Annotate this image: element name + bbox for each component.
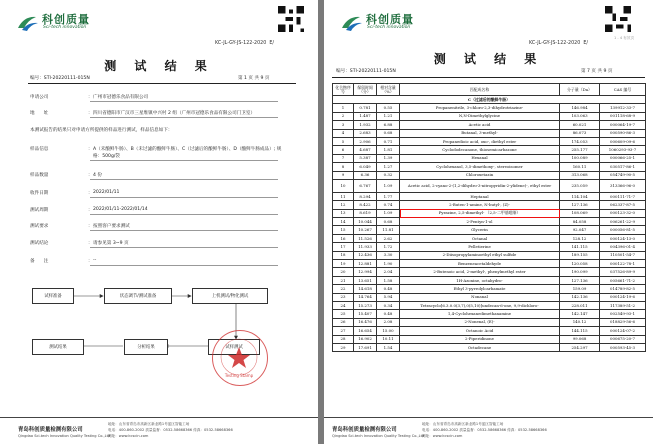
- table-body: [333, 104, 646, 352]
- brand-tagline: Sci-tech innovation: [367, 25, 411, 30]
- field-value: 4 份: [93, 173, 102, 178]
- table-row: [333, 201, 646, 209]
- molecular-weight-cell: 127.136: [560, 276, 600, 284]
- page-footer: [324, 417, 653, 444]
- relative-content-cell: 10.11: [377, 335, 400, 343]
- footer-contact: 电话：400-860-2002 质量监督：0532-58668366 传真：0532-58668366: [108, 428, 233, 432]
- retention-time-cell: 0.781: [354, 104, 377, 112]
- relative-content-cell: 6.88: [377, 121, 400, 129]
- molecular-weight-cell: 108.069: [560, 209, 600, 217]
- cas-number-cell: 110501-54-7: [600, 251, 646, 259]
- field-colon: ：: [88, 241, 93, 246]
- table-row: [333, 146, 646, 154]
- field-label: 样品信息: [30, 147, 49, 152]
- retention-time-cell: 15.407: [354, 310, 377, 318]
- relative-content-cell: 1.58: [377, 276, 400, 284]
- field-label: 样品数量: [30, 173, 49, 178]
- table-row: [333, 171, 646, 179]
- footer-company: 青岛科创质量检测有限公司: [332, 427, 397, 433]
- compound-number-cell: 22: [333, 285, 354, 293]
- molecular-weight-cell: 140.12: [560, 318, 600, 326]
- retention-time-cell: 15.273: [354, 301, 377, 309]
- cas-number-cell: 000056-81-5: [600, 226, 646, 234]
- relative-content-cell: 1.54: [377, 343, 400, 351]
- relative-content-cell: 1.09: [377, 179, 400, 192]
- table-row: [333, 318, 646, 326]
- results-table: [332, 83, 646, 352]
- table-row: [333, 154, 646, 162]
- compound-number-cell: 10: [333, 179, 354, 192]
- report-number: 编号：STI-20220111-015N: [30, 76, 90, 81]
- compound-name-cell: 2-Piperidinone: [400, 335, 560, 343]
- page-header: [324, 0, 653, 46]
- compound-number-cell: 24: [333, 301, 354, 309]
- relative-content-cell: 1.27: [377, 163, 400, 171]
- field-label: 测试要求: [30, 224, 49, 229]
- table-row: [333, 129, 646, 137]
- cas-number-cell: 062337-87-5: [600, 201, 646, 209]
- qr-code-icon: [605, 6, 631, 32]
- field-value: 2022/01/11-2022/01/14: [93, 207, 148, 212]
- table-row: [333, 243, 646, 251]
- compound-number-cell: 5: [333, 137, 354, 145]
- table-row: [333, 218, 646, 226]
- cas-number-cell: 004396-01-4: [600, 243, 646, 251]
- relative-content-cell: 2.08: [377, 318, 400, 326]
- column-header: 化合物序号: [333, 84, 354, 96]
- molecular-weight-cell: 254.297: [560, 343, 600, 351]
- flow-node: 试样准备: [32, 288, 74, 304]
- section-title: C（过滤后的酿鲜牛肠）: [333, 96, 646, 104]
- field-underline: [90, 265, 278, 266]
- footer-web: 网址：www.kcscin.com: [108, 434, 149, 438]
- cas-number-cell: 000609-09-6: [600, 137, 646, 145]
- molecular-weight-cell: 142.136: [560, 293, 600, 301]
- molecular-weight-cell: 99.068: [560, 335, 600, 343]
- table-row: [333, 209, 646, 217]
- table-row: [333, 179, 646, 192]
- table-row: [333, 104, 646, 112]
- molecular-weight-cell: 235.059: [560, 179, 600, 192]
- report-page-7: [324, 0, 653, 444]
- table-row: [333, 327, 646, 335]
- field-value: 按照客户要求测试: [93, 224, 130, 229]
- compound-name-cell: Benzeneacetaldehyde: [400, 260, 560, 268]
- compound-number-cell: 17: [333, 243, 354, 251]
- compound-name-cell: 2-Butenoic acid, 2-methyl-, phenylmethyl ester: [400, 268, 560, 276]
- molecular-weight-cell: 114.104: [560, 192, 600, 200]
- field-colon: ：: [88, 208, 93, 213]
- compound-number-cell: 12: [333, 201, 354, 209]
- column-header: 保留时间（分）: [354, 84, 377, 96]
- relative-content-cell: 0.48: [377, 310, 400, 318]
- compound-name-cell: 1H-Azonine, octahydro-: [400, 276, 560, 284]
- table-row: [333, 301, 646, 309]
- field-label: 申请公司: [30, 95, 49, 100]
- compound-name-cell: Glycerin: [400, 226, 560, 234]
- relative-content-cell: 1.77: [377, 192, 400, 200]
- compound-name-cell: Octadecane: [400, 343, 560, 351]
- field-colon: ：: [88, 111, 93, 116]
- cas-number-cell: 000123-32-0: [600, 209, 646, 217]
- cas-number-cell: 313366-96-0: [600, 179, 646, 192]
- compound-number-cell: 13: [333, 209, 354, 217]
- brand-logo-icon: [340, 14, 364, 32]
- table-section-row: [333, 96, 646, 104]
- retention-time-cell: 17.691: [354, 343, 377, 351]
- compound-number-cell: 11: [333, 192, 354, 200]
- compound-number-cell: 19: [333, 260, 354, 268]
- report-code: KC-JL-GY-JS-122-2020 E/: [529, 41, 588, 46]
- page-title: 测 试 结 果: [104, 59, 214, 73]
- relative-content-cell: 1.81: [377, 146, 400, 154]
- field-colon: ：: [88, 147, 93, 152]
- column-header: 匹配成名称: [400, 84, 560, 96]
- field-label: 测试结论: [30, 241, 49, 246]
- column-header: 分子量（Da）: [560, 84, 600, 96]
- field-underline: [90, 197, 278, 198]
- compound-name-cell: Acetic acid, 2-cyano-2-(1,2-dihydro-3-nitropyridin-2-ylidene)-, ethyl ester: [400, 179, 560, 192]
- field-underline: [90, 214, 278, 215]
- retention-time-cell: 6.049: [354, 163, 377, 171]
- compound-number-cell: 8: [333, 163, 354, 171]
- cas-number-cell: 000593-45-3: [600, 343, 646, 351]
- relative-content-cell: 5.94: [377, 293, 400, 301]
- footer-contact: 电话：400-860-2002 质量监督：0532-58668366 传真：0532-58668366: [422, 428, 547, 432]
- cas-number-cell: 005661-71-2: [600, 276, 646, 284]
- relative-content-cell: 1.39: [377, 154, 400, 162]
- relative-content-cell: 1.21: [377, 112, 400, 120]
- compound-name-cell: Chloroxetazin: [400, 171, 560, 179]
- table-row: [333, 163, 646, 171]
- table-header-row: [333, 84, 646, 96]
- brand-tagline: Sci-tech innovation: [43, 25, 87, 30]
- compound-name-cell: Pyrazine, 2,5-dimethyl- （2,5-二甲基吡嗪）: [400, 209, 560, 217]
- compound-name-cell: Cyclododecanone, thiosemicarbazone: [400, 146, 560, 154]
- table-row: [333, 276, 646, 284]
- table-row: [333, 251, 646, 259]
- cas-number-cell: 139912-33-7: [600, 104, 646, 112]
- cas-number-cell: 018829-56-6: [600, 318, 646, 326]
- cas-number-cell: 037526-89-9: [600, 268, 646, 276]
- retention-time-cell: 16.902: [354, 335, 377, 343]
- compound-name-cell: Pelletierine: [400, 243, 560, 251]
- divider: [332, 77, 645, 78]
- table-row: [333, 226, 646, 234]
- field-value: 请参见第 3~9 页: [93, 241, 129, 246]
- field-value: 广州市冠德乐食品有限公司: [93, 95, 149, 100]
- relative-content-cell: 0.34: [377, 301, 400, 309]
- page-number: 第 1 页 共 9 页: [238, 76, 270, 81]
- cas-number-cell: 006261-22-9: [600, 218, 646, 226]
- retention-time-cell: 8.619: [354, 209, 377, 217]
- molecular-weight-cell: 313.068: [560, 171, 600, 179]
- report-page-1: [0, 0, 318, 444]
- cas-number-cell: 000124-19-6: [600, 293, 646, 301]
- cas-number-cell: 000064-19-7: [600, 121, 646, 129]
- field-colon: ：: [88, 224, 93, 229]
- cas-number-cell: 000590-86-3: [600, 129, 646, 137]
- compound-name-cell: Cyclohexanol, 3,5-dimethoxy-, stereoisomer: [400, 163, 560, 171]
- molecular-weight-cell: 120.058: [560, 260, 600, 268]
- retention-time-cell: 1.932: [354, 121, 377, 129]
- report-number: 编号：STI-20220111-015N: [336, 69, 396, 74]
- compound-number-cell: 7: [333, 154, 354, 162]
- cas-number-cell: 000111-71-7: [600, 192, 646, 200]
- retention-time-cell: 11.933: [354, 243, 377, 251]
- compound-name-cell: Acetic acid: [400, 121, 560, 129]
- corner-note: 1 - 4 有效页: [614, 36, 635, 40]
- relative-content-cell: 11.81: [377, 226, 400, 234]
- compound-number-cell: 23: [333, 293, 354, 301]
- relative-content-cell: 0.32: [377, 171, 400, 179]
- table-row: [333, 112, 646, 120]
- molecular-weight-cell: 189.155: [560, 251, 600, 259]
- cas-number-cell: 000675-20-7: [600, 335, 646, 343]
- compound-number-cell: 28: [333, 335, 354, 343]
- field-underline: [90, 101, 278, 102]
- compound-name-cell: Propanenitrile, 3-chloro-2,3-dihydrotriazine-: [400, 104, 560, 112]
- relative-content-cell: 1.72: [377, 243, 400, 251]
- field-colon: ：: [88, 173, 93, 178]
- retention-time-cell: 2.906: [354, 137, 377, 145]
- molecular-weight-cell: 128.12: [560, 234, 600, 242]
- compound-name-cell: Nonanal: [400, 293, 560, 301]
- retention-time-cell: 2.683: [354, 129, 377, 137]
- compound-name-cell: 2-Pentyn-1-ol: [400, 218, 560, 226]
- retention-time-cell: 12.881: [354, 260, 377, 268]
- brand-logo-icon: [16, 14, 40, 32]
- compound-number-cell: 29: [333, 343, 354, 351]
- flow-node: 分析结果: [124, 339, 168, 355]
- retention-time-cell: 16.476: [354, 318, 377, 326]
- stamp-text: Testing Stamp: [224, 372, 253, 378]
- relative-content-cell: 0.68: [377, 129, 400, 137]
- molecular-weight-cell: 160.11: [560, 163, 600, 171]
- field-value: A（未酿鲜牛肠）、B（未过滤的酿鲜牛肠）、C（过滤后的酿鲜牛肠）、D（酿鲜牛肠成品）; 规格：500g/袋: [93, 147, 282, 159]
- testing-stamp: [212, 330, 268, 386]
- cas-number-cell: 000066-25-1: [600, 154, 646, 162]
- compound-name-cell: Octanoic Acid: [400, 327, 560, 335]
- retention-time-cell: 6.36: [354, 171, 377, 179]
- compound-number-cell: 16: [333, 234, 354, 242]
- table-row: [333, 285, 646, 293]
- compound-name-cell: Propanedioic acid, oxo-, diethyl ester: [400, 137, 560, 145]
- table-row: [333, 121, 646, 129]
- field-value: 2022/01/11: [93, 190, 120, 195]
- relative-content-cell: 0.74: [377, 201, 400, 209]
- compound-number-cell: 20: [333, 268, 354, 276]
- flow-node: 上机测试/物化测试: [192, 288, 268, 304]
- molecular-weight-cell: 159.09: [560, 285, 600, 293]
- cas-number-cell: 030517-86-1: [600, 163, 646, 171]
- molecular-weight-cell: 255.177: [560, 146, 600, 154]
- compound-number-cell: 25: [333, 310, 354, 318]
- compound-number-cell: 14: [333, 218, 354, 226]
- compound-number-cell: 4: [333, 129, 354, 137]
- compound-name-cell: 2-Nonenal, (E)-: [400, 318, 560, 326]
- footer-address: 地址：山东省青岛市高新区新业路1号蓝区智能工场: [108, 422, 190, 426]
- molecular-weight-cell: 144.115: [560, 327, 600, 335]
- footer-web: 网址：www.kcscin.com: [422, 434, 463, 438]
- relative-content-cell: 15.00: [377, 327, 400, 335]
- qr-code-icon: [278, 6, 304, 32]
- relative-content-cell: 2.04: [377, 268, 400, 276]
- molecular-weight-cell: 174.053: [560, 137, 600, 145]
- field-underline: [90, 230, 278, 231]
- molecular-weight-cell: 60.021: [560, 121, 600, 129]
- table-row: [333, 268, 646, 276]
- compound-name-cell: Octanal: [400, 234, 560, 242]
- field-label: 备 注: [30, 259, 49, 264]
- footer-company-en: Qingdao Sci-tech Innovation Quality Testing Co.,Ltd: [18, 434, 111, 438]
- retention-time-cell: 1.487: [354, 112, 377, 120]
- retention-time-cell: 8.422: [354, 201, 377, 209]
- relative-content-cell: 2.62: [377, 234, 400, 242]
- divider: [28, 83, 296, 84]
- field-value: --: [93, 258, 97, 263]
- column-header: CAS 编号: [600, 84, 646, 96]
- compound-name-cell: 2-Diisopropylaminoethyl ethyl sulfide: [400, 251, 560, 259]
- compound-number-cell: 15: [333, 226, 354, 234]
- field-label: 收件日期: [30, 191, 49, 196]
- page-number: 第 7 页 共 9 页: [581, 69, 613, 74]
- retention-time-cell: 10.267: [354, 226, 377, 234]
- field-label: 测试周期: [30, 208, 49, 213]
- cas-number-cell: 1060293-93-7: [600, 146, 646, 154]
- cas-number-cell: 000124-13-0: [600, 234, 646, 242]
- relative-content-cell: 1.90: [377, 260, 400, 268]
- flow-node: 试样测试: [208, 339, 260, 355]
- molecular-weight-cell: 92.047: [560, 226, 600, 234]
- page-footer: [0, 417, 318, 444]
- retention-time-cell: 11.526: [354, 234, 377, 242]
- relative-content-cell: 0.48: [377, 285, 400, 293]
- cas-number-cell: 001118-68-9: [600, 112, 646, 120]
- field-underline: [90, 160, 278, 161]
- field-underline: [90, 247, 278, 248]
- cas-number-cell: 054749-90-5: [600, 171, 646, 179]
- relative-content-cell: 0.55: [377, 104, 400, 112]
- table-row: [333, 192, 646, 200]
- relative-content-cell: 0.71: [377, 137, 400, 145]
- retention-time-cell: 8.294: [354, 192, 377, 200]
- retention-time-cell: 14.764: [354, 293, 377, 301]
- retention-time-cell: 6.767: [354, 179, 377, 192]
- retention-time-cell: 4.687: [354, 146, 377, 154]
- cas-number-cell: 000122-78-1: [600, 260, 646, 268]
- field-value: 四川省德阳市广汉市三星堆镇中兴村 2 组（广州市冠德乐食品有限公司门卫室）: [93, 111, 256, 116]
- retention-time-cell: 5.387: [354, 154, 377, 162]
- flow-node: 测试结果: [32, 339, 84, 355]
- molecular-weight-cell: 84.058: [560, 218, 600, 226]
- compound-number-cell: 6: [333, 146, 354, 154]
- compound-name-cell: Hexanal: [400, 154, 560, 162]
- column-header: 相对含量（%）: [377, 84, 400, 96]
- cas-number-cell: 002549-93-1: [600, 310, 646, 318]
- footer-company: 青岛科创质量检测有限公司: [18, 427, 83, 433]
- molecular-weight-cell: 228.011: [560, 301, 600, 309]
- retention-time-cell: 16.654: [354, 327, 377, 335]
- compound-number-cell: 3: [333, 121, 354, 129]
- footer-company-en: Qingdao Sci-tech Innovation Quality Testing Co.,Ltd: [332, 434, 425, 438]
- table-row: [333, 137, 646, 145]
- compound-number-cell: 2: [333, 112, 354, 120]
- table-row: [333, 335, 646, 343]
- compound-name-cell: Ethyl 3-pyrrolylcarbamate: [400, 285, 560, 293]
- molecular-weight-cell: 141.115: [560, 243, 600, 251]
- molecular-weight-cell: 127.136: [560, 201, 600, 209]
- compound-name-cell: Tetracyclo[6.3.0.0(3,7),0(5,10)]undecan-6-one, 9,9-dichloro-: [400, 301, 560, 309]
- compound-name-cell: N,N-Dimethylglycine: [400, 112, 560, 120]
- field-label: 地 址: [30, 111, 49, 116]
- table-row: [333, 260, 646, 268]
- table-row: [333, 234, 646, 242]
- retention-time-cell: 12.994: [354, 268, 377, 276]
- field-colon: ：: [88, 191, 93, 196]
- field-label: 本测试报告的结果只对申请方所提供的样品进行测试，样品信息如下：: [30, 128, 173, 133]
- molecular-weight-cell: 146.984: [560, 104, 600, 112]
- report-code: KC-JL-GY-JS-122-2020 E/: [215, 41, 274, 46]
- molecular-weight-cell: 190.099: [560, 268, 600, 276]
- compound-name-cell: Butanal, 3-methyl-: [400, 129, 560, 137]
- compound-number-cell: 1: [333, 104, 354, 112]
- table-row: [333, 293, 646, 301]
- retention-time-cell: 10.044: [354, 218, 377, 226]
- brand-name: 科创质量: [366, 13, 414, 26]
- cas-number-cell: 117389-51-2: [600, 301, 646, 309]
- field-colon: ：: [88, 259, 93, 264]
- field-colon: ：: [88, 95, 93, 100]
- compound-name-cell: Heptanal: [400, 192, 560, 200]
- compound-name-cell: 2-Buten-1-amine, N-butyl-, (Z)-: [400, 201, 560, 209]
- table-row: [333, 343, 646, 351]
- molecular-weight-cell: 103.063: [560, 112, 600, 120]
- compound-number-cell: 21: [333, 276, 354, 284]
- field-underline: [90, 117, 278, 118]
- retention-time-cell: 12.436: [354, 251, 377, 259]
- compound-number-cell: 18: [333, 251, 354, 259]
- molecular-weight-cell: 142.147: [560, 310, 600, 318]
- compound-name-cell: 1,4-Cyclohexanedimethanamine: [400, 310, 560, 318]
- compound-number-cell: 9: [333, 171, 354, 179]
- flow-node: 状态调节/测试准备: [104, 288, 172, 304]
- compound-number-cell: 27: [333, 327, 354, 335]
- relative-content-cell: 3.30: [377, 251, 400, 259]
- field-underline: [90, 179, 278, 180]
- molecular-weight-cell: 100.089: [560, 154, 600, 162]
- retention-time-cell: 14.618: [354, 285, 377, 293]
- page-header: [0, 0, 318, 46]
- relative-content-cell: 0.68: [377, 218, 400, 226]
- compound-number-cell: 26: [333, 318, 354, 326]
- cas-number-cell: 000124-07-2: [600, 327, 646, 335]
- cas-number-cell: 014789-82-5: [600, 285, 646, 293]
- relative-content-cell: 1.09: [377, 209, 400, 217]
- page-title: 测 试 结 果: [433, 52, 544, 66]
- brand-name: 科创质量: [42, 13, 90, 26]
- molecular-weight-cell: 86.073: [560, 129, 600, 137]
- table-row: [333, 310, 646, 318]
- retention-time-cell: 13.651: [354, 276, 377, 284]
- footer-address: 地址：山东省青岛市高新区新业路1号蓝区智能工场: [422, 422, 504, 426]
